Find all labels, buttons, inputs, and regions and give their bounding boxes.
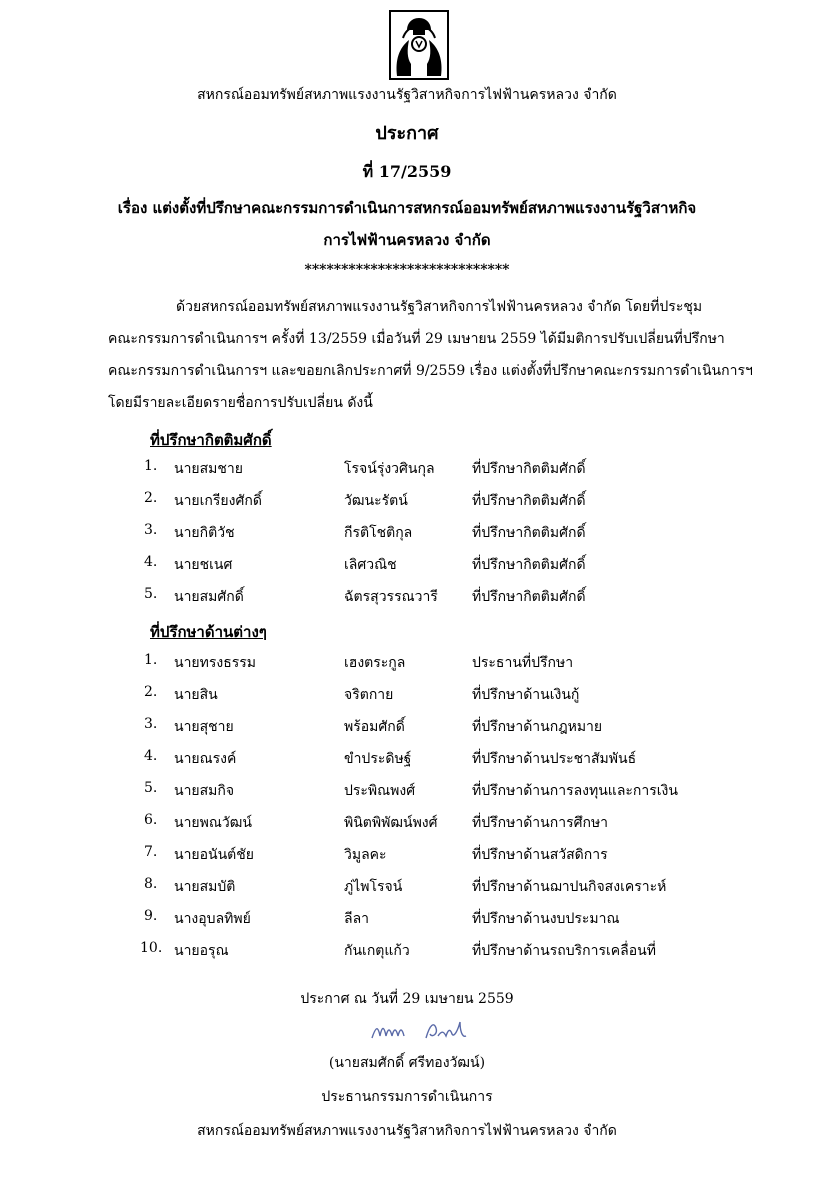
last-name: ประพิณพงศ์	[344, 783, 416, 799]
row-number: 4.	[144, 748, 158, 764]
first-name: นายอรุณ	[174, 943, 229, 959]
organization-header: สหกรณ์ออมทรัพย์สหภาพแรงงานรัฐวิสาหกิจการไฟฟ้านครหลวง จำกัด	[197, 87, 617, 103]
closing-date: ประกาศ ณ วันที่ 29 เมษายน 2559	[300, 991, 514, 1007]
separator: ****************************	[304, 262, 510, 278]
row-number: 8.	[144, 876, 158, 892]
cooperative-logo	[389, 10, 449, 80]
position: ที่ปรึกษาด้านประชาสัมพันธ์	[472, 751, 637, 767]
honorary-row	[0, 458, 814, 484]
position: ที่ปรึกษาด้านรถบริการเคลื่อนที่	[472, 943, 656, 959]
position: ที่ปรึกษาด้านเงินกู้	[472, 687, 580, 703]
specialist-row	[0, 748, 814, 774]
row-number: 1.	[144, 458, 158, 474]
last-name: เฮงตระกูล	[344, 655, 406, 671]
row-number: 3.	[144, 716, 158, 732]
position: ที่ปรึกษากิตติมศักดิ์	[472, 557, 586, 573]
last-name: พร้อมศักดิ์	[344, 719, 405, 735]
position: ที่ปรึกษากิตติมศักดิ์	[472, 461, 586, 477]
body-line-2: คณะกรรมการดำเนินการฯ ครั้งที่ 13/2559 เมื่อวันที่ 29 เมษายน 2559 ได้มีมติการปรับเปลี่ยนที่ปรึกษา	[108, 331, 725, 347]
last-name: เลิศวณิช	[344, 557, 397, 573]
row-number: 4.	[144, 554, 158, 570]
first-name: นายกิติวัช	[174, 525, 235, 541]
first-name: นางอุบลทิพย์	[174, 911, 251, 927]
last-name: ฉัตรสุวรรณวารี	[344, 589, 438, 605]
specialist-row	[0, 684, 814, 710]
last-name: วัฒนะรัตน์	[344, 493, 408, 509]
specialist-row	[0, 876, 814, 902]
honorary-row	[0, 522, 814, 548]
position: ที่ปรึกษาด้านการศึกษา	[472, 815, 609, 831]
honorary-heading: ที่ปรึกษากิตติมศักดิ์	[150, 431, 272, 449]
position: ที่ปรึกษาด้านกฎหมาย	[472, 719, 603, 735]
last-name: วิมูลคะ	[344, 847, 387, 863]
first-name: นายเกรียงศักดิ์	[174, 493, 262, 509]
first-name: นายพณวัฒน์	[174, 815, 252, 831]
last-name: พินิตพิพัฒน์พงศ์	[344, 815, 438, 831]
body-line-4: โดยมีรายละเอียดรายชื่อการปรับเปลี่ยน ดังนี้	[108, 395, 373, 411]
last-name: ลีลา	[344, 911, 370, 927]
first-name: นายณรงค์	[174, 751, 237, 767]
position: ที่ปรึกษากิตติมศักดิ์	[472, 493, 586, 509]
last-name: กีรติโชติกุล	[344, 525, 413, 541]
first-name: นายสมชาย	[174, 461, 243, 477]
signer-name: (นายสมศักดิ์ ศรีทองวัฒน์)	[328, 1055, 486, 1071]
row-number: 5.	[144, 586, 158, 602]
first-name: นายสุชาย	[174, 719, 234, 735]
first-name: นายชเนศ	[174, 557, 233, 573]
position: ที่ปรึกษาด้านฌาปนกิจสงเคราะห์	[472, 879, 667, 895]
last-name: ขำประดิษฐ์	[344, 751, 412, 767]
position: ที่ปรึกษากิตติมศักดิ์	[472, 525, 586, 541]
honorary-row	[0, 554, 814, 580]
subject-line-1: เรื่อง แต่งตั้งที่ปรึกษาคณะกรรมการดำเนินการสหกรณ์ออมทรัพย์สหภาพแรงงานรัฐวิสาหกิจ	[117, 199, 697, 217]
row-number: 3.	[144, 522, 158, 538]
specialist-row	[0, 812, 814, 838]
row-number: 6.	[144, 812, 158, 828]
last-name: ภู่ไพโรจน์	[344, 879, 403, 895]
row-number: 2.	[144, 684, 158, 700]
last-name: จริตกาย	[344, 687, 394, 703]
first-name: นายอนันต์ชัย	[174, 847, 254, 863]
specialist-row	[0, 652, 814, 678]
row-number: 2.	[144, 490, 158, 506]
specialist-row	[0, 908, 814, 934]
row-number: 9.	[144, 908, 158, 924]
body-line-3: คณะกรรมการดำเนินการฯ และขอยกเลิกประกาศที่ 9/2559 เรื่อง แต่งตั้งที่ปรึกษาคณะกรรมการดำเนินการฯ	[108, 363, 753, 379]
first-name: นายสิน	[174, 687, 218, 703]
first-name: นายสมกิจ	[174, 783, 235, 799]
signer-title: ประธานกรรมการดำเนินการ	[321, 1089, 493, 1105]
specialist-row	[0, 780, 814, 806]
first-name: นายทรงธรรม	[174, 655, 257, 671]
row-number: 7.	[144, 844, 158, 860]
specialist-row	[0, 716, 814, 742]
first-name: นายสมศักดิ์	[174, 589, 244, 605]
last-name: โรจน์รุ่งวศินกุล	[344, 461, 435, 477]
row-number: 1.	[144, 652, 158, 668]
position: ที่ปรึกษากิตติมศักดิ์	[472, 589, 586, 605]
specialist-row	[0, 940, 814, 966]
position: ที่ปรึกษาด้านการลงทุนและการเงิน	[472, 783, 678, 799]
position: ที่ปรึกษาด้านงบประมาณ	[472, 911, 620, 927]
specialist-heading: ที่ปรึกษาด้านต่างๆ	[150, 623, 267, 641]
first-name: นายสมบัติ	[174, 879, 236, 895]
body-line-1: ด้วยสหกรณ์ออมทรัพย์สหภาพแรงงานรัฐวิสาหกิจการไฟฟ้านครหลวง จำกัด โดยที่ประชุม	[176, 299, 703, 315]
announcement-title: ประกาศ	[375, 123, 439, 144]
honorary-row	[0, 490, 814, 516]
row-number: 10.	[140, 940, 163, 956]
signer-organization: สหกรณ์ออมทรัพย์สหภาพแรงงานรัฐวิสาหกิจการไฟฟ้านครหลวง จำกัด	[197, 1123, 617, 1139]
announcement-number: ที่ 17/2559	[362, 162, 452, 181]
position: ประธานที่ปรึกษา	[472, 655, 574, 671]
honorary-row	[0, 586, 814, 612]
specialist-row	[0, 844, 814, 870]
subject-line-2: การไฟฟ้านครหลวง จำกัด	[323, 231, 491, 249]
position: ที่ปรึกษาด้านสวัสดิการ	[472, 847, 608, 863]
row-number: 5.	[144, 780, 158, 796]
last-name: กันเกตุแก้ว	[344, 943, 410, 959]
handwritten-signature	[368, 1016, 488, 1044]
